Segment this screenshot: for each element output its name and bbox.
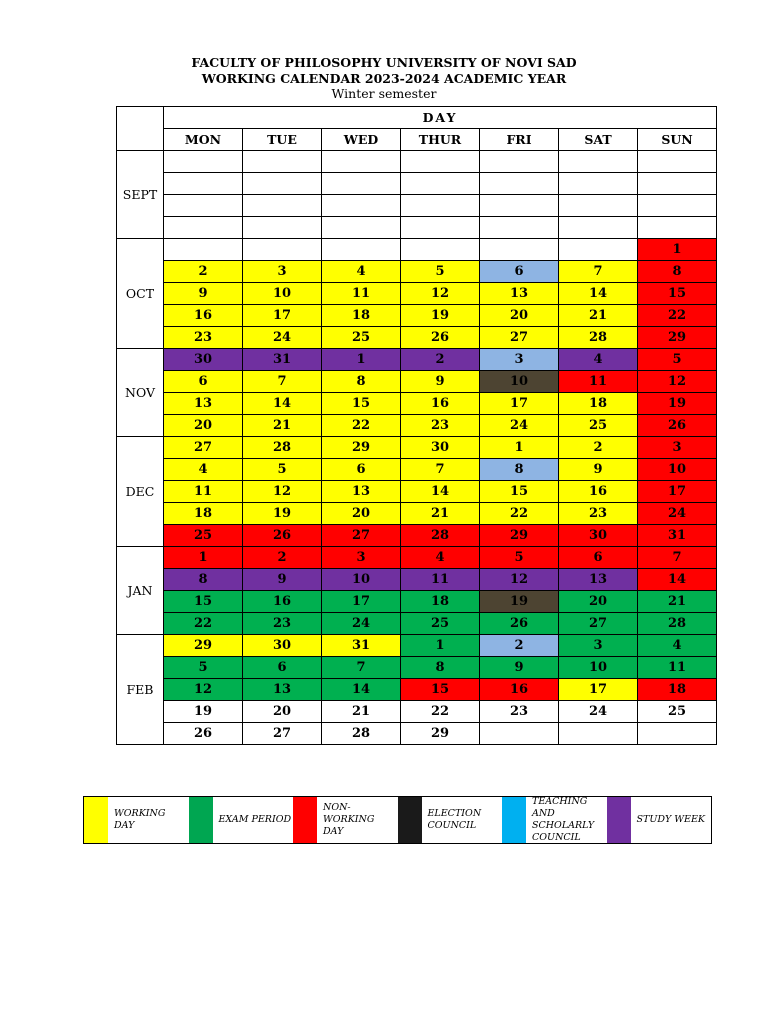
day-cell: 15 (480, 481, 559, 503)
day-cell (559, 173, 638, 195)
day-cell: 16 (559, 481, 638, 503)
legend-label: ELECTION COUNCIL (427, 808, 482, 831)
day-cell: 1 (164, 547, 243, 569)
day-cell (164, 173, 243, 195)
week-row (117, 657, 717, 679)
day-header: DAY (164, 107, 717, 129)
day-cell: 22 (322, 415, 401, 437)
day-cell (243, 195, 322, 217)
day-cell: 23 (401, 415, 480, 437)
day-cell: 30 (164, 349, 243, 371)
day-cell: 18 (322, 305, 401, 327)
legend-label: WORKING DAY (114, 808, 166, 831)
day-cell: 11 (559, 371, 638, 393)
weekday-header-sat: SAT (559, 129, 638, 151)
day-cell: 18 (559, 393, 638, 415)
day-cell: 17 (480, 393, 559, 415)
day-cell: 27 (322, 525, 401, 547)
week-row (117, 591, 717, 613)
day-cell: 17 (322, 591, 401, 613)
day-cell: 19 (480, 591, 559, 613)
week-row (117, 569, 717, 591)
day-cell (164, 195, 243, 217)
day-cell: 9 (480, 657, 559, 679)
day-cell: 9 (559, 459, 638, 481)
day-cell (401, 239, 480, 261)
day-cell: 1 (638, 239, 717, 261)
day-cell: 22 (401, 701, 480, 723)
day-cell: 2 (164, 261, 243, 283)
day-cell (401, 173, 480, 195)
day-cell: 20 (322, 503, 401, 525)
week-row (117, 173, 717, 195)
day-cell (401, 195, 480, 217)
month-label-nov: NOV (117, 349, 164, 437)
day-cell: 24 (638, 503, 717, 525)
day-cell: 23 (243, 613, 322, 635)
week-row (117, 701, 717, 723)
day-cell: 19 (243, 503, 322, 525)
day-cell: 3 (480, 349, 559, 371)
week-row (117, 459, 717, 481)
day-cell: 10 (559, 657, 638, 679)
week-row (117, 239, 717, 261)
day-cell: 21 (559, 305, 638, 327)
day-cell: 27 (164, 437, 243, 459)
day-cell (243, 151, 322, 173)
day-cell: 30 (559, 525, 638, 547)
week-row (117, 283, 717, 305)
day-cell: 11 (401, 569, 480, 591)
day-cell: 17 (559, 679, 638, 701)
week-row (117, 195, 717, 217)
day-cell: 24 (480, 415, 559, 437)
day-cell: 3 (559, 635, 638, 657)
day-cell: 5 (164, 657, 243, 679)
day-cell: 26 (164, 723, 243, 745)
day-cell: 8 (322, 371, 401, 393)
day-cell: 28 (322, 723, 401, 745)
legend-label: TEACHING AND SCHOLARLY COUNCIL (532, 796, 595, 843)
day-cell (480, 151, 559, 173)
day-cell: 17 (243, 305, 322, 327)
day-cell: 26 (401, 327, 480, 349)
day-cell: 15 (322, 393, 401, 415)
day-cell (480, 217, 559, 239)
legend-swatch (502, 797, 526, 843)
day-cell: 20 (164, 415, 243, 437)
day-cell: 28 (638, 613, 717, 635)
day-cell: 29 (322, 437, 401, 459)
weekday-header-sun: SUN (638, 129, 717, 151)
day-cell (243, 239, 322, 261)
day-cell: 31 (243, 349, 322, 371)
day-cell: 14 (322, 679, 401, 701)
day-cell: 29 (638, 327, 717, 349)
day-cell (164, 151, 243, 173)
weekday-header-thur: THUR (401, 129, 480, 151)
day-cell: 5 (401, 261, 480, 283)
week-row (117, 371, 717, 393)
day-cell: 7 (638, 547, 717, 569)
day-cell (559, 151, 638, 173)
day-cell: 28 (401, 525, 480, 547)
day-cell: 12 (480, 569, 559, 591)
day-cell: 29 (480, 525, 559, 547)
day-cell (480, 239, 559, 261)
day-cell: 25 (559, 415, 638, 437)
day-cell: 8 (480, 459, 559, 481)
day-cell: 3 (243, 261, 322, 283)
day-cell: 20 (243, 701, 322, 723)
day-cell: 10 (243, 283, 322, 305)
day-cell: 8 (638, 261, 717, 283)
week-row (117, 437, 717, 459)
day-cell: 21 (638, 591, 717, 613)
week-row (117, 305, 717, 327)
week-row (117, 217, 717, 239)
day-cell: 7 (559, 261, 638, 283)
legend-item-exam (189, 797, 294, 843)
day-cell: 10 (480, 371, 559, 393)
legend-item-working (84, 797, 189, 843)
day-cell (559, 195, 638, 217)
day-cell: 2 (559, 437, 638, 459)
day-cell (480, 723, 559, 745)
day-cell: 1 (322, 349, 401, 371)
day-cell: 11 (638, 657, 717, 679)
legend-swatch (398, 797, 422, 843)
day-cell: 6 (164, 371, 243, 393)
month-label-oct: OCT (117, 239, 164, 349)
week-row (117, 151, 717, 173)
day-cell: 17 (638, 481, 717, 503)
legend-item-election (398, 797, 503, 843)
day-cell: 26 (638, 415, 717, 437)
legend-swatch (607, 797, 631, 843)
day-cell: 16 (243, 591, 322, 613)
week-row (117, 415, 717, 437)
week-row (117, 525, 717, 547)
day-cell: 2 (480, 635, 559, 657)
day-cell (401, 151, 480, 173)
day-cell: 22 (164, 613, 243, 635)
day-cell: 15 (164, 591, 243, 613)
legend-label: EXAM PERIOD (218, 814, 292, 825)
day-cell: 16 (401, 393, 480, 415)
day-cell: 10 (638, 459, 717, 481)
day-cell: 25 (164, 525, 243, 547)
day-cell (638, 195, 717, 217)
day-cell: 27 (480, 327, 559, 349)
day-cell: 10 (322, 569, 401, 591)
day-cell: 8 (401, 657, 480, 679)
day-cell: 3 (322, 547, 401, 569)
week-row (117, 613, 717, 635)
week-row (117, 327, 717, 349)
day-cell: 25 (401, 613, 480, 635)
day-cell (243, 217, 322, 239)
week-row (117, 547, 717, 569)
day-cell (322, 217, 401, 239)
day-cell: 14 (638, 569, 717, 591)
day-cell: 22 (480, 503, 559, 525)
day-cell: 2 (243, 547, 322, 569)
weekday-header-mon: MON (164, 129, 243, 151)
day-cell: 30 (401, 437, 480, 459)
day-cell: 4 (559, 349, 638, 371)
day-cell: 4 (322, 261, 401, 283)
day-cell: 20 (480, 305, 559, 327)
month-label-dec: DEC (117, 437, 164, 547)
day-cell: 4 (401, 547, 480, 569)
day-cell: 13 (480, 283, 559, 305)
day-cell: 30 (243, 635, 322, 657)
day-cell (480, 195, 559, 217)
day-cell: 29 (401, 723, 480, 745)
legend-item-non-working (293, 797, 398, 843)
day-cell: 13 (164, 393, 243, 415)
day-cell: 6 (559, 547, 638, 569)
day-cell: 14 (401, 481, 480, 503)
day-cell: 7 (401, 459, 480, 481)
month-label-jan: JAN (117, 547, 164, 635)
day-cell: 27 (559, 613, 638, 635)
day-cell: 21 (401, 503, 480, 525)
weekday-header-wed: WED (322, 129, 401, 151)
legend-swatch (189, 797, 213, 843)
day-cell: 5 (243, 459, 322, 481)
day-cell: 25 (638, 701, 717, 723)
legend-label: NON-WORKING DAY (323, 802, 375, 837)
day-cell: 31 (638, 525, 717, 547)
day-cell: 23 (164, 327, 243, 349)
day-cell: 5 (638, 349, 717, 371)
day-cell (322, 195, 401, 217)
day-cell: 4 (638, 635, 717, 657)
day-cell: 4 (164, 459, 243, 481)
day-cell: 6 (243, 657, 322, 679)
day-cell: 12 (401, 283, 480, 305)
day-cell: 12 (638, 371, 717, 393)
document-header (0, 55, 768, 101)
week-row (117, 635, 717, 657)
day-cell (164, 239, 243, 261)
week-row (117, 349, 717, 371)
day-cell: 13 (322, 481, 401, 503)
day-cell: 19 (401, 305, 480, 327)
day-cell: 9 (401, 371, 480, 393)
day-cell: 14 (559, 283, 638, 305)
day-cell: 23 (480, 701, 559, 723)
day-cell (638, 217, 717, 239)
legend-swatch (293, 797, 317, 843)
calendar-title: WORKING CALENDAR 2023-2024 ACADEMIC YEAR (201, 71, 567, 86)
legend-label: STUDY WEEK (636, 814, 705, 825)
week-row (117, 261, 717, 283)
day-cell: 22 (638, 305, 717, 327)
day-cell: 1 (480, 437, 559, 459)
day-cell (559, 239, 638, 261)
day-cell: 16 (480, 679, 559, 701)
week-row (117, 481, 717, 503)
week-row (117, 503, 717, 525)
faculty-title: FACULTY OF PHILOSOPHY UNIVERSITY OF NOVI SAD (191, 55, 577, 70)
day-cell: 24 (559, 701, 638, 723)
day-cell: 14 (243, 393, 322, 415)
day-cell: 18 (638, 679, 717, 701)
day-cell: 23 (559, 503, 638, 525)
corner-cell (117, 107, 164, 151)
day-cell (322, 173, 401, 195)
day-cell: 6 (322, 459, 401, 481)
day-cell: 8 (164, 569, 243, 591)
day-cell: 29 (164, 635, 243, 657)
day-cell (559, 217, 638, 239)
day-cell: 7 (243, 371, 322, 393)
legend-item-teaching (502, 797, 607, 843)
day-cell: 3 (638, 437, 717, 459)
legend-swatch (84, 797, 108, 843)
day-cell: 27 (243, 723, 322, 745)
legend (83, 796, 712, 844)
day-cell: 11 (164, 481, 243, 503)
day-cell: 20 (559, 591, 638, 613)
day-cell: 15 (638, 283, 717, 305)
day-cell (638, 723, 717, 745)
legend-item-study (607, 797, 712, 843)
month-label-sept: SEPT (117, 151, 164, 239)
day-cell: 7 (322, 657, 401, 679)
day-cell: 26 (243, 525, 322, 547)
day-cell: 26 (480, 613, 559, 635)
semester-subtitle: Winter semester (331, 86, 437, 101)
day-cell: 9 (243, 569, 322, 591)
weekday-header-fri: FRI (480, 129, 559, 151)
month-label-feb: FEB (117, 635, 164, 745)
day-cell: 12 (243, 481, 322, 503)
day-cell: 18 (164, 503, 243, 525)
day-cell: 16 (164, 305, 243, 327)
day-cell (401, 217, 480, 239)
day-cell (164, 217, 243, 239)
day-cell: 1 (401, 635, 480, 657)
day-cell: 15 (401, 679, 480, 701)
day-cell: 19 (164, 701, 243, 723)
day-cell: 25 (322, 327, 401, 349)
day-cell: 18 (401, 591, 480, 613)
day-cell (480, 173, 559, 195)
day-cell: 24 (243, 327, 322, 349)
week-row (117, 679, 717, 701)
day-cell (322, 239, 401, 261)
day-cell: 11 (322, 283, 401, 305)
day-cell: 24 (322, 613, 401, 635)
day-cell (243, 173, 322, 195)
day-cell: 2 (401, 349, 480, 371)
day-cell: 31 (322, 635, 401, 657)
day-cell: 9 (164, 283, 243, 305)
day-cell (559, 723, 638, 745)
day-cell: 12 (164, 679, 243, 701)
day-cell: 13 (559, 569, 638, 591)
day-cell (638, 173, 717, 195)
day-cell (322, 151, 401, 173)
week-row (117, 393, 717, 415)
day-cell: 5 (480, 547, 559, 569)
day-cell (638, 151, 717, 173)
day-cell: 21 (243, 415, 322, 437)
day-cell: 28 (559, 327, 638, 349)
day-cell: 13 (243, 679, 322, 701)
day-cell: 19 (638, 393, 717, 415)
weekday-header-tue: TUE (243, 129, 322, 151)
calendar-table (116, 106, 717, 745)
day-cell: 28 (243, 437, 322, 459)
day-cell: 21 (322, 701, 401, 723)
week-row (117, 723, 717, 745)
day-cell: 6 (480, 261, 559, 283)
